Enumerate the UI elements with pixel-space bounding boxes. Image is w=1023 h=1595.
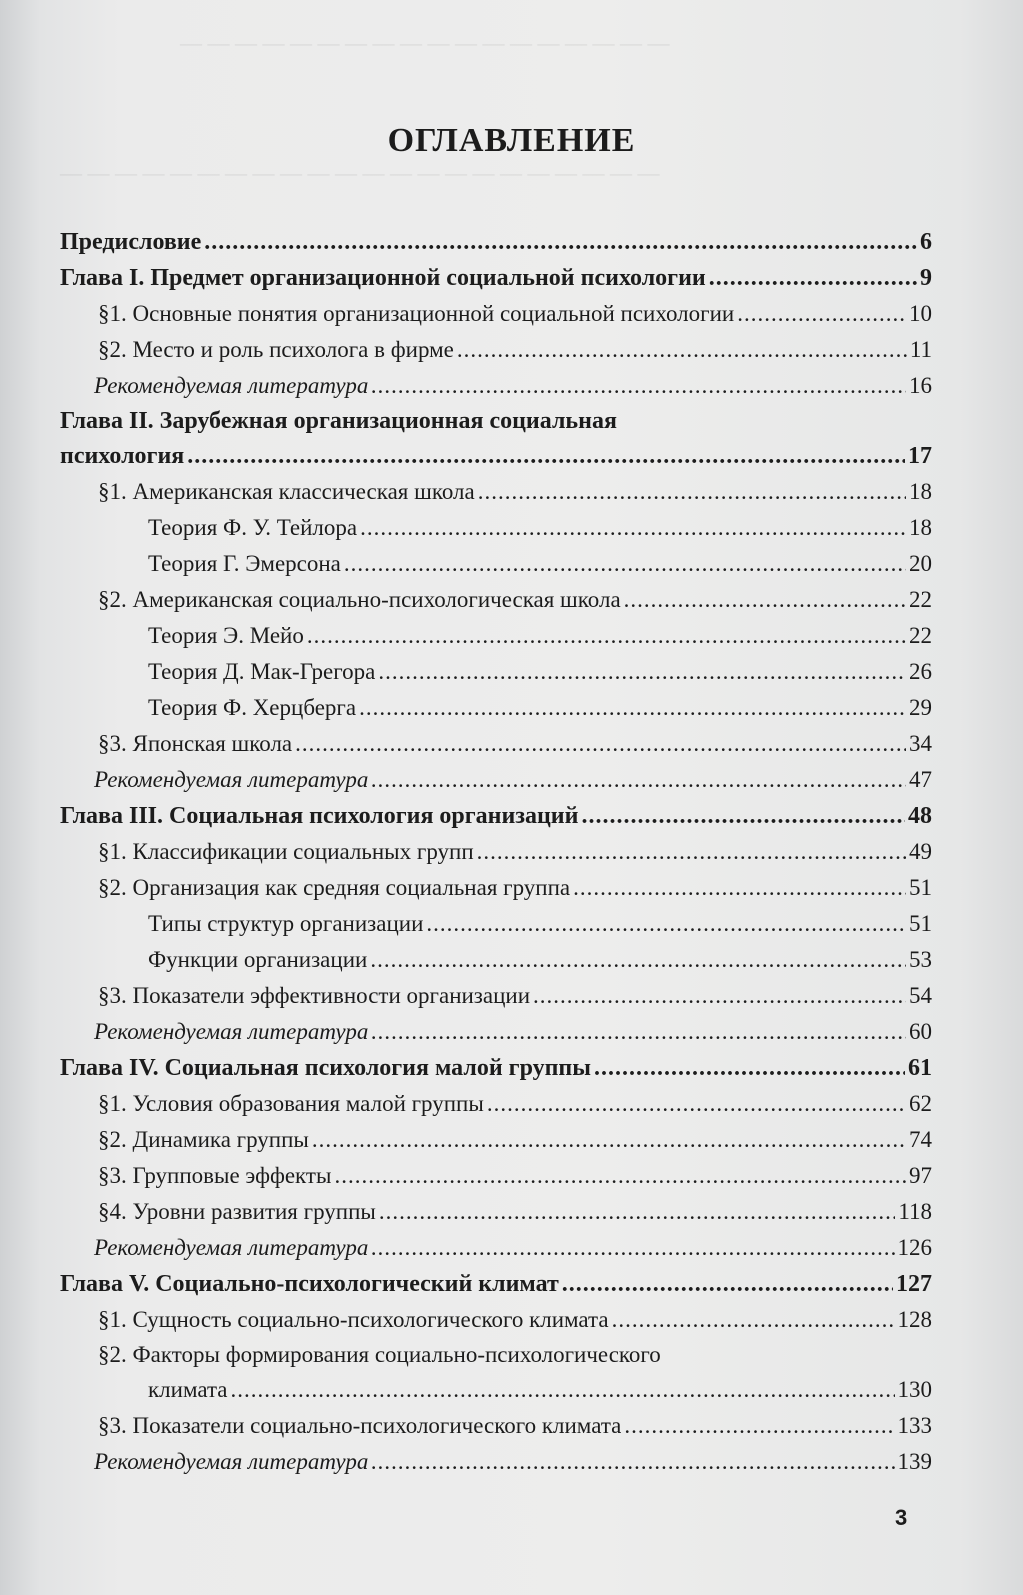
leader-dots [231,1372,895,1408]
toc-label: §1. Сущность социально-психологического климата [98,1307,609,1332]
toc-entry-section[interactable] [60,1086,932,1122]
toc-entry-section[interactable] [60,1194,932,1230]
toc-page: 6 [920,229,932,255]
leader-dots [360,510,906,546]
toc-page: 51 [909,911,932,936]
toc-label: Глава IV. Социальная психология малой группы [60,1055,591,1081]
leader-dots [378,654,906,690]
toc-label: Теория Э. Мейо [148,623,304,648]
toc-page: 22 [909,587,932,612]
leader-dots [709,260,917,296]
toc-entry-literature[interactable] [60,1014,932,1050]
toc-label: Рекомендуемая литература [94,767,369,792]
toc-entry-section[interactable] [60,332,932,368]
toc-page: 47 [909,767,932,792]
toc-label: Глава V. Социально-психологический климат [60,1271,559,1297]
toc-page: 29 [909,695,932,720]
toc-entry-section[interactable] [60,870,932,906]
toc-label: Типы структур организации [148,911,424,936]
toc-entry-chapter-4[interactable] [60,1050,932,1086]
toc-entry-section[interactable] [60,1408,932,1444]
toc-label: Рекомендуемая литература [94,373,369,398]
leader-dots [457,332,907,368]
toc-entry-section[interactable] [60,1302,932,1338]
toc-page: 16 [909,373,932,398]
toc-entry-literature[interactable] [60,368,932,404]
toc-entry-section[interactable] [60,978,932,1014]
leader-dots [487,1086,906,1122]
leader-dots [612,1302,895,1338]
toc-label: Рекомендуемая литература [94,1449,369,1474]
toc-label: §1. Американская классическая школа [98,479,475,504]
toc-label: Глава II. Зарубежная организационная социальная [60,408,617,434]
toc-page: 54 [909,983,932,1008]
toc-page: 17 [908,443,932,469]
toc-entry-chapter-2-line1[interactable] [60,404,932,438]
leader-dots [204,224,917,260]
toc-page: 61 [908,1055,932,1081]
leader-dots [344,546,906,582]
leader-dots [187,438,905,474]
leader-dots [737,296,906,332]
toc-label: §2. Американская социально-психологическая школа [98,587,621,612]
toc-entry-section[interactable] [60,834,932,870]
toc-entry-literature[interactable] [60,1230,932,1266]
toc-page: 118 [898,1199,932,1224]
toc-page: 139 [897,1449,932,1474]
toc-entry-subsection[interactable] [60,690,932,726]
toc-label: Функции организации [148,947,368,972]
toc-page: 53 [909,947,932,972]
toc-entry-section[interactable] [60,1122,932,1158]
toc-label: Теория Ф. У. Тейлора [148,515,358,540]
toc-page: 128 [897,1307,932,1332]
toc-page: 9 [920,265,932,291]
toc-label: §1. Условия образования малой группы [98,1091,484,1116]
toc-label: Теория Г. Эмерсона [148,551,341,576]
toc-label: Глава I. Предмет организационной социальной психологии [60,265,706,291]
leader-dots [478,474,906,510]
toc-entry-section[interactable] [60,474,932,510]
toc-page: 126 [897,1235,932,1260]
toc-page: 48 [908,803,932,829]
leader-dots [624,1408,894,1444]
toc-entry-literature[interactable] [60,1444,932,1480]
toc-label: психология [60,443,185,469]
show-through-bleed: — — — — — — — — — — — — — — — — — — [180,30,670,55]
leader-dots [371,368,906,404]
toc-label: §1. Основные понятия организационной социальной психологии [98,301,735,326]
leader-dots [371,1014,906,1050]
toc-entry-subsection[interactable] [60,654,932,690]
toc-entry-subsection[interactable] [60,906,932,942]
toc-page: 22 [909,623,932,648]
toc-page: 133 [897,1413,932,1438]
toc-label: Теория Д. Мак-Грегора [148,659,376,684]
leader-dots [426,906,906,942]
toc-entry-subsection[interactable] [60,510,932,546]
leader-dots [573,870,906,906]
leader-dots [334,1158,906,1194]
page-number: 3 [895,1505,908,1530]
leader-dots [379,1194,896,1230]
toc-label: Рекомендуемая литература [94,1019,369,1044]
leader-dots [307,618,906,654]
toc-page: 60 [909,1019,932,1044]
toc-page: 20 [909,551,932,576]
toc-label: §3. Японская школа [98,731,293,756]
toc-label: §2. Место и роль психолога в фирме [98,337,454,362]
show-through-bleed: — — — — — — — — — — — — — — — — — — — — — — [60,160,660,185]
toc-entry-chapter-5[interactable] [60,1266,932,1302]
toc-page: 127 [896,1271,932,1297]
toc-page: 34 [909,731,932,756]
toc-entry-chapter-1[interactable] [60,260,932,296]
toc-entry-preface[interactable] [60,224,932,260]
toc-page: 11 [909,337,932,362]
leader-dots [562,1266,893,1302]
toc-label: §3. Показатели эффективности организации [98,983,531,1008]
toc-label: Глава III. Социальная психология организаций [60,803,579,829]
toc-entry-section[interactable] [60,296,932,332]
leader-dots [594,1050,905,1086]
leader-dots [477,834,906,870]
toc-entry-section[interactable] [60,1158,932,1194]
toc-label: климата [148,1377,228,1402]
toc-entry-section-line1[interactable] [60,1338,932,1372]
toc-entry-subsection[interactable] [60,618,932,654]
leader-dots [371,1230,894,1266]
toc-entry-section[interactable] [60,1372,932,1408]
leader-dots [371,1444,894,1480]
toc-entry-section[interactable] [60,726,932,762]
toc-label: Рекомендуемая литература [94,1235,369,1260]
leader-dots [581,798,905,834]
toc-page: 51 [909,875,932,900]
toc-label: §3. Показатели социально-психологического климата [98,1413,622,1438]
leader-dots [624,582,906,618]
toc-entry-subsection[interactable] [60,942,932,978]
toc-page: 74 [909,1127,932,1152]
toc-page: 10 [909,301,932,326]
toc-label: §1. Классификации социальных групп [98,839,474,864]
toc-page: 97 [909,1163,932,1188]
toc-page: 49 [909,839,932,864]
toc-label: §2. Динамика группы [98,1127,309,1152]
toc-label: §4. Уровни развития группы [98,1199,376,1224]
toc-page: 18 [909,479,932,504]
leader-dots [359,690,906,726]
leader-dots [371,762,906,798]
leader-dots [533,978,906,1014]
table-of-contents [60,224,932,1480]
toc-label: §2. Факторы формирования социально-психологического [98,1342,661,1367]
toc-page: 18 [909,515,932,540]
toc-label: §2. Организация как средняя социальная группа [98,875,571,900]
toc-page: 26 [909,659,932,684]
toc-label: Теория Ф. Херцберга [148,695,357,720]
toc-page: 130 [897,1377,932,1402]
page-title: ОГЛАВЛЕНИЕ [387,122,636,159]
toc-entry-chapter-2[interactable] [60,438,932,474]
toc-entry-chapter-3[interactable] [60,798,932,834]
leader-dots [312,1122,906,1158]
toc-label: Предисловие [60,229,202,255]
toc-entry-literature[interactable] [60,762,932,798]
leader-dots [295,726,906,762]
toc-label: §3. Групповые эффекты [98,1163,332,1188]
toc-entry-section[interactable] [60,582,932,618]
toc-page: 62 [909,1091,932,1116]
leader-dots [370,942,906,978]
toc-entry-subsection[interactable] [60,546,932,582]
